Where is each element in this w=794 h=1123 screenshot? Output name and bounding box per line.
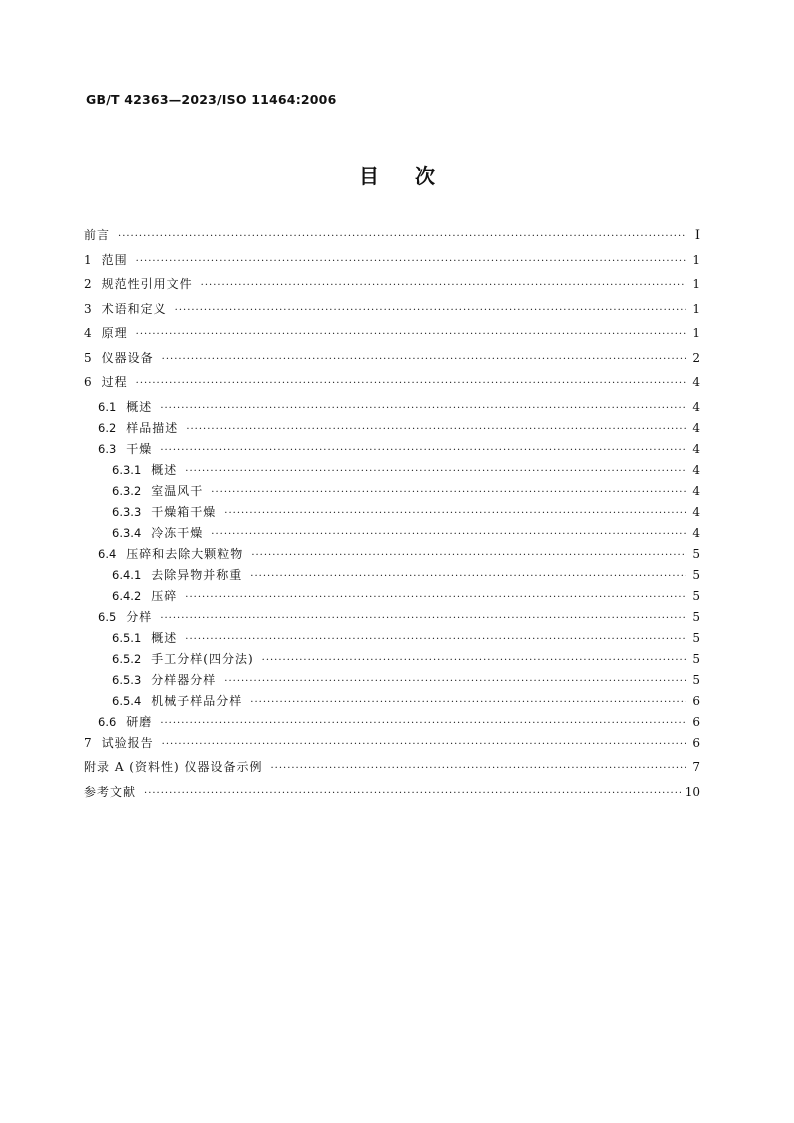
dot-leader [160,403,686,414]
toc-entry-number: 6.3.4 [112,525,142,540]
toc-entry-page: 5 [692,672,700,687]
toc-entry-number: 6.5.4 [112,693,142,708]
toc-entry-number: 6 [84,375,92,389]
dot-leader [224,508,686,519]
toc-entry-page: 2 [692,350,700,365]
toc-entry-number: 6.3.1 [112,462,142,477]
toc-entry[interactable] [84,671,700,692]
dot-leader [136,329,686,340]
toc-entry-label: 范围 [101,252,128,267]
toc-entry-number: 6.5.2 [112,651,142,666]
toc-entry-page: 5 [692,588,700,603]
toc-entry-number: 7 [84,735,92,750]
toc-entry[interactable] [84,734,700,759]
toc-entry-page: 6 [692,735,700,750]
toc-entry-number: 4 [84,326,92,340]
toc-entry[interactable] [84,482,700,503]
toc-entry-label: 规范性引用文件 [101,277,193,291]
toc-entry[interactable] [84,545,700,566]
toc-entry-page: 5 [692,609,700,624]
dot-leader [224,676,686,687]
dot-leader [185,466,686,477]
toc-entry-page: 4 [692,420,700,435]
dot-leader [160,718,686,729]
toc-entry-number: 6.5.1 [112,630,142,645]
toc-entry-number: 6.5 [98,609,117,624]
toc-entry[interactable] [84,758,700,783]
toc-entry-number: 6.4 [98,546,117,561]
toc-entry-label: 前言 [84,228,111,242]
toc-entry-page: 7 [692,760,700,774]
toc-entry[interactable] [84,524,700,545]
toc-entry-number: 6.3.2 [112,483,142,498]
toc-entry-label: 研磨 [126,714,153,729]
dot-leader [136,256,686,267]
toc-entry[interactable] [84,587,700,608]
toc-entry-number: 6.6 [98,714,117,729]
toc-entry-number: 6.4.1 [112,567,142,582]
toc-entry-label: 分样器分样 [151,672,217,687]
toc-entry-page: I [694,228,700,243]
toc-entry[interactable] [84,251,700,276]
toc-entry[interactable] [84,226,700,251]
toc-entry[interactable] [84,349,700,374]
page-title: 目次 [359,164,471,188]
toc-entry-page: 1 [692,326,700,340]
dot-leader [162,739,686,750]
toc-entry-label: 过程 [101,375,128,389]
dot-leader [211,529,686,540]
dot-leader [262,655,686,666]
toc-entry-number: 1 [84,252,92,267]
toc-entry[interactable] [84,461,700,482]
toc-entry-label: 压碎 [151,588,178,603]
toc-entry[interactable] [84,300,700,325]
toc-entry-label: 概述 [151,630,178,645]
toc-entry-label: 概述 [151,462,178,477]
dot-leader [160,613,686,624]
toc-entry-number: 3 [84,301,92,316]
dot-leader [185,592,686,603]
toc-entry-label: 概述 [126,399,153,414]
toc-entry-number: 6.5.3 [112,672,142,687]
toc-entry-page: 6 [692,714,700,729]
toc-entry[interactable] [84,373,700,398]
toc-entry-label: 分样 [126,609,153,624]
toc-entry[interactable] [84,419,700,440]
toc-entry-page: 5 [692,630,700,645]
toc-entry-label: 术语和定义 [101,301,167,316]
toc-entry-page: 1 [692,252,700,267]
toc-entry-page: 5 [692,567,700,582]
toc-entry-page: 4 [692,399,700,414]
toc-entry-page: 6 [692,693,700,708]
toc-entry-page: 1 [692,301,700,316]
toc-entry-label: 手工分样(四分法) [151,651,254,666]
dot-leader [250,571,686,582]
toc-entry-page: 4 [692,462,700,477]
toc-entry-page: 5 [692,546,700,561]
dot-leader [136,378,686,389]
toc-entry[interactable] [84,398,700,419]
toc-entry[interactable] [84,275,700,300]
dot-leader [201,280,686,291]
toc-entry-page: 4 [692,375,700,389]
toc-entry-label: 压碎和去除大颗粒物 [126,546,244,561]
dot-leader [144,788,681,799]
toc-entry[interactable] [84,629,700,650]
toc-entry[interactable] [84,440,700,461]
toc-entry-label: 去除异物并称重 [151,567,243,582]
dot-leader [160,445,686,456]
toc-entry-label: 仪器设备 [101,350,154,365]
table-of-contents [84,226,700,807]
toc-entry-page: 5 [692,651,700,666]
dot-leader [270,763,686,774]
toc-entry-label: 附录 A (资料性) 仪器设备示例 [84,760,263,774]
toc-entry[interactable] [84,566,700,587]
toc-entry-page: 4 [692,504,700,519]
toc-entry[interactable] [84,783,700,808]
toc-entry[interactable] [84,650,700,671]
toc-entry-label: 样品描述 [126,420,179,435]
toc-entry-page: 4 [692,483,700,498]
document-code: GB/T 42363—2023/ISO 11464:2006 [86,92,337,107]
dot-leader [185,634,686,645]
toc-entry[interactable] [84,713,700,734]
toc-entry-page: 1 [692,277,700,291]
dot-leader [186,424,686,435]
toc-entry-number: 6.3 [98,441,117,456]
toc-entry-label: 原理 [101,326,128,340]
toc-entry-label: 冷冻干燥 [151,525,204,540]
toc-entry[interactable] [84,324,700,349]
toc-entry-number: 5 [84,350,92,365]
dot-leader [162,354,686,365]
dot-leader [251,550,686,561]
dot-leader [211,487,686,498]
toc-entry-label: 参考文献 [84,784,137,799]
toc-entry-label: 干燥箱干燥 [151,504,217,519]
toc-entry-number: 2 [84,277,92,291]
dot-leader [175,305,686,316]
toc-entry-number: 6.3.3 [112,504,142,519]
toc-entry-number: 6.1 [98,399,117,414]
toc-entry-label: 试验报告 [101,735,154,750]
toc-entry-label: 机械子样品分样 [151,693,243,708]
dot-leader [250,697,686,708]
toc-entry-label: 干燥 [126,441,153,456]
toc-entry[interactable] [84,503,700,524]
toc-entry[interactable] [84,608,700,629]
toc-entry-page: 4 [692,525,700,540]
toc-entry-label: 室温风干 [151,483,204,498]
toc-entry-page: 4 [692,441,700,456]
dot-leader [118,231,686,242]
toc-entry-number: 6.4.2 [112,588,142,603]
toc-entry[interactable] [84,692,700,713]
toc-entry-page: 10 [684,784,700,799]
toc-entry-number: 6.2 [98,420,117,435]
